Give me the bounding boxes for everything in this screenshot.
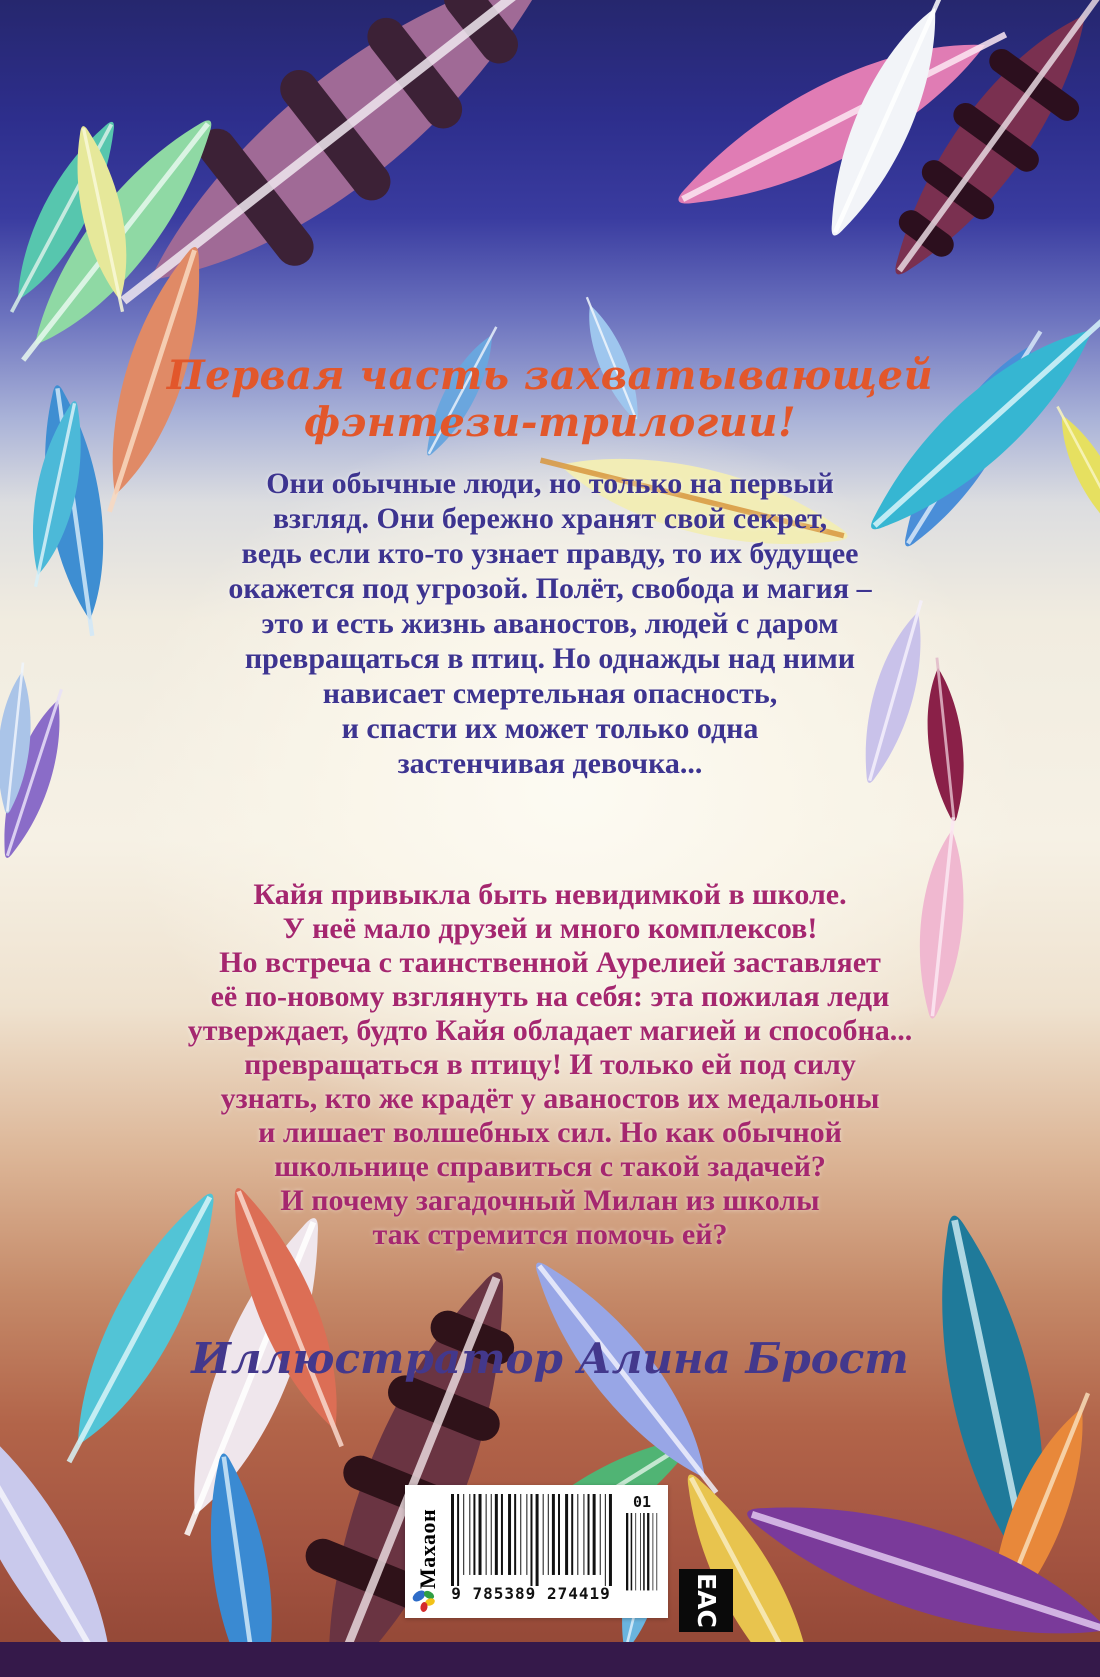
synopsis-line: это и есть жизнь аваностов, людей с даром	[261, 607, 839, 640]
synopsis-line: взгляд. Они бережно хранят свой секрет,	[272, 502, 828, 535]
synopsis-line: Они обычные люди, но только на первый	[266, 467, 834, 500]
plot-line: так стремится помочь ей?	[372, 1218, 728, 1251]
barcode-addon-digits: 01	[632, 1493, 652, 1511]
synopsis-line: и спасти их может только одна	[341, 712, 759, 745]
plot-paragraph	[0, 878, 1100, 1252]
plot-line: узнать, кто же крадёт у аваностов их медальоны	[220, 1082, 880, 1115]
publisher-name: Махаон	[415, 1508, 440, 1589]
barcode-digits: 9 785389 274419	[451, 1584, 611, 1603]
barcode-addon	[623, 1493, 661, 1611]
synopsis-line: превращаться в птиц. Но однажды над ними	[244, 642, 856, 675]
plot-line: У неё мало друзей и много комплексов!	[282, 912, 818, 945]
plot-line: школьнице справиться с такой задачей?	[274, 1150, 826, 1183]
synopsis-line: застенчивая девочка...	[397, 747, 703, 780]
plot-line: её по-новому взглянуть на себя: эта пожилая леди	[210, 980, 890, 1013]
plot-line: превращаться в птицу! И только ей под силу	[244, 1048, 856, 1081]
synopsis-line: ведь если кто-то узнает правду, то их будущее	[241, 537, 859, 570]
plot-line: Кайя привыкла быть невидимкой в школе.	[253, 878, 847, 911]
addon-barcode-icon	[626, 1513, 658, 1601]
plot-line: утверждает, будто Кайя обладает магией и способна...	[187, 1014, 913, 1047]
illustrator-credit: Иллюстратор Алина Брост	[191, 1334, 909, 1383]
tagline	[0, 352, 1100, 446]
ean-barcode-icon	[451, 1494, 613, 1586]
plot-line: и лишает волшебных сил. Но как обычной	[258, 1116, 842, 1149]
barcode-label	[405, 1485, 668, 1618]
tagline-line-2: фэнтези-трилогии!	[303, 399, 797, 446]
eac-certification-mark	[679, 1569, 733, 1632]
synopsis-paragraph	[0, 466, 1100, 781]
synopsis-line: окажется под угрозой. Полёт, свобода и магия –	[228, 572, 872, 605]
butterfly-logo-icon	[411, 1588, 437, 1614]
plot-line: Но встреча с таинственной Аурелией заставляет	[219, 946, 881, 979]
plot-line: И почему загадочный Милан из школы	[280, 1184, 820, 1217]
tagline-line-1: Первая часть захватывающей	[166, 352, 934, 399]
eac-text: ЕАС	[691, 1573, 721, 1628]
synopsis-line: нависает смертельная опасность,	[322, 677, 778, 710]
